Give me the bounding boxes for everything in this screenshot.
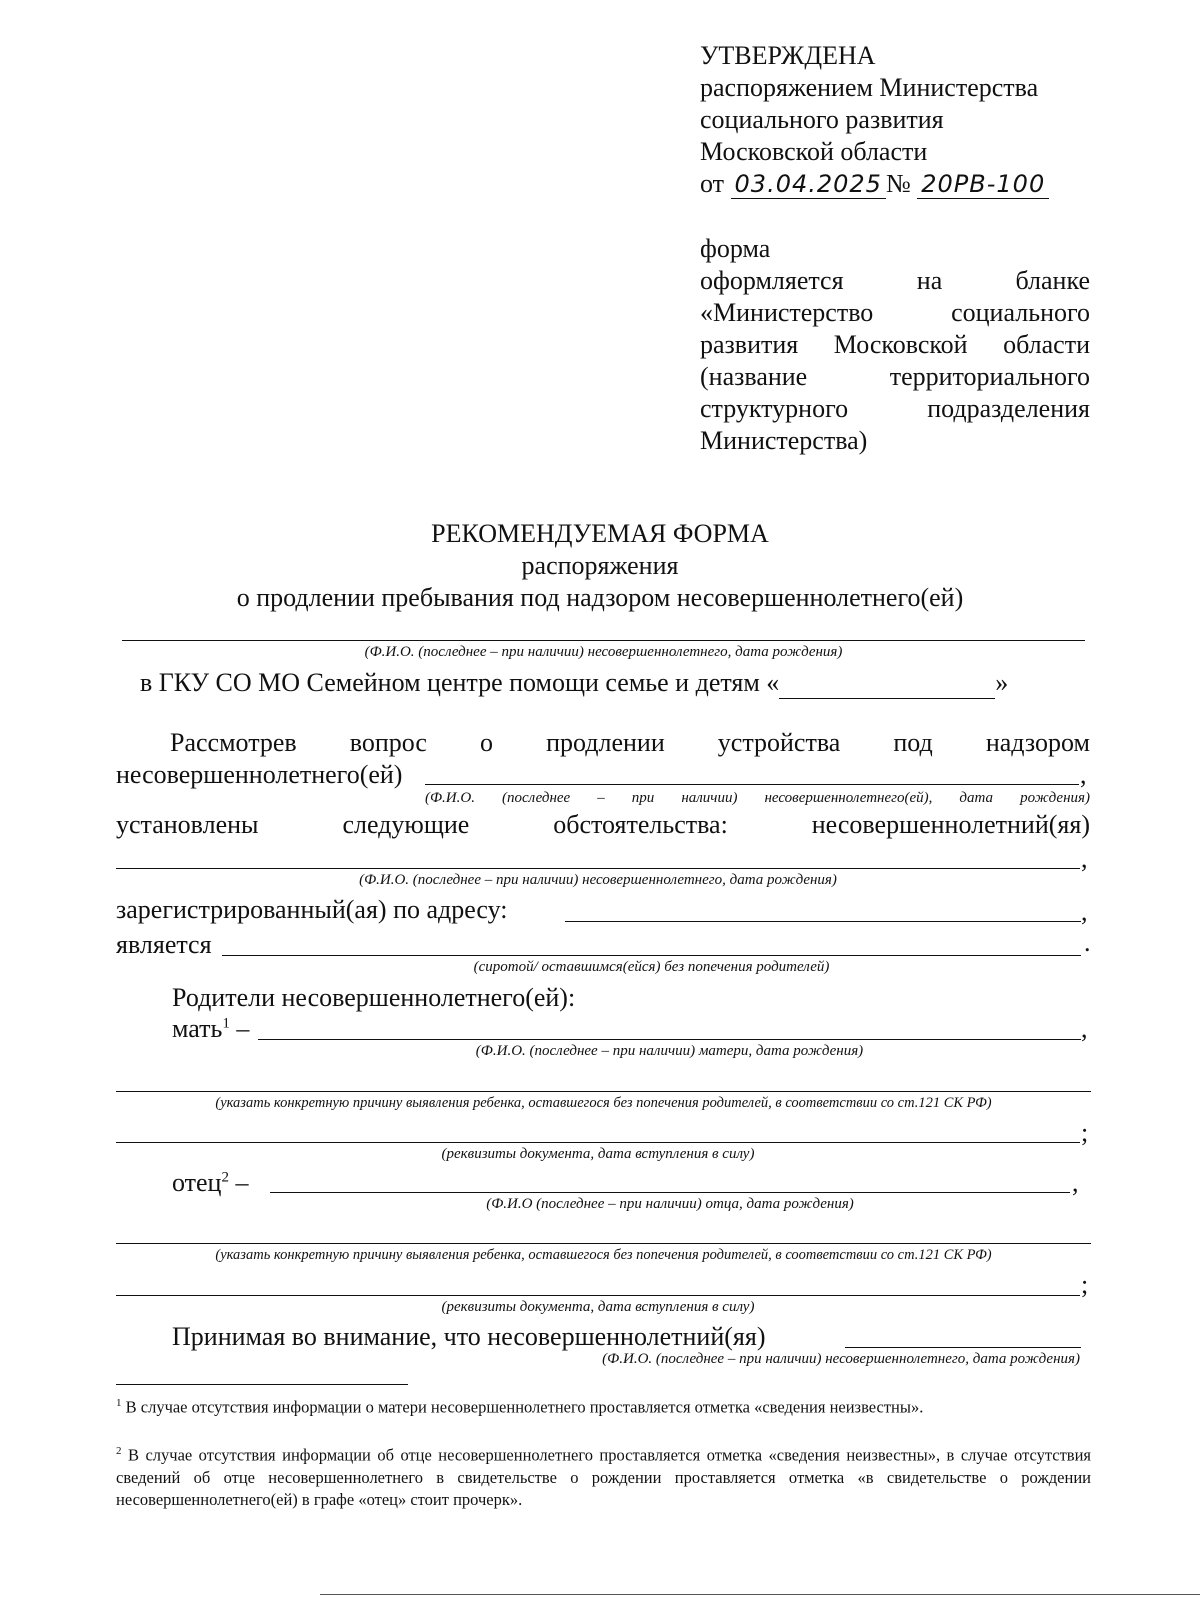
minor-gen: несовершеннолетнего(ей) [116, 760, 403, 789]
center-name-blank [779, 668, 995, 699]
caption-orphan: (сиротой/ оставшимся(ейся) без попечения родителей) [473, 959, 830, 975]
taking-into-account: Принимая во внимание, что несовершеннолетний(яя) [172, 1322, 766, 1351]
word-7: надзором [985, 728, 1090, 757]
mother-dash: – [229, 1014, 250, 1043]
father-label [172, 1168, 248, 1198]
fn2-text: В случае отсутствия информации об отце несовершеннолетнего проставляется отметка «сведения неизвестны», в случае отсутствия сведений об отце несовершеннолетнего в свидетельстве о рождении проставляется отметка «в свидетельстве о рождении несовершеннолетнего(ей) в графе «отец» стоит прочерк». [116, 1445, 1091, 1509]
caption-mother-reason: (указать конкретную причину выявления ребенка, оставшегося без попечения родителей, в соответствии со ст.121 СК РФ) [215, 1095, 992, 1111]
title-line-3: о продлении пребывания под надзором несовершеннолетнего(ей) [236, 583, 964, 612]
caption-minor-fio-4: (Ф.И.О. (последнее – при наличии) несовершеннолетнего, дата рождения) [602, 1351, 1080, 1367]
minor-fio-line-4 [845, 1347, 1081, 1348]
caption-father-doc: (реквизиты документа, дата вступления в силу) [441, 1299, 755, 1315]
registered-label: зарегистрированный(ая) по адресу: [116, 895, 508, 924]
minor-fio-line-3 [116, 868, 1080, 869]
fn1-text: В случае отсутствия информации о матери несовершеннолетнего проставляется отметка «сведения неизвестны». [125, 1397, 924, 1417]
mother-word: мать [172, 1014, 223, 1043]
approval-date: 03.04.2025 [731, 170, 886, 199]
comma-2: , [1081, 844, 1088, 873]
approval-title: УТВЕРЖДЕНА [700, 41, 876, 70]
center-suffix: » [995, 668, 1009, 697]
father-footnote-mark: 2 [221, 1169, 229, 1186]
address-line [565, 921, 1081, 922]
caption-father-fio: (Ф.И.О (последнее – при наличии) отца, дата рождения) [486, 1196, 854, 1212]
word-1: Рассмотрев [170, 728, 297, 757]
word-5: устройства [717, 728, 841, 757]
approval-date-line [700, 168, 1049, 200]
comma-4: , [1081, 1014, 1088, 1043]
number-prefix: № [885, 169, 911, 198]
father-reason-line [116, 1243, 1091, 1244]
caption-minor-fio-3: (Ф.И.О. (последнее – при наличии) несовершеннолетнего, дата рождения) [359, 872, 837, 888]
footnote-2 [116, 1440, 1091, 1511]
title-line-1: РЕКОМЕНДУЕМАЯ ФОРМА [431, 519, 769, 548]
parents-label: Родители несовершеннолетнего(ей): [172, 983, 576, 1012]
approval-block [700, 40, 1049, 200]
title-line-2: распоряжения [521, 551, 679, 580]
period-1: . [1084, 928, 1091, 957]
word-6: под [893, 728, 933, 757]
footnote-separator [116, 1384, 408, 1385]
word-3: о [480, 728, 494, 757]
semicolon-2: ; [1081, 1270, 1089, 1299]
comma-3: , [1081, 897, 1088, 926]
form-note-text: оформляется на бланке «Министерство социального развития Московской области (название территориального структурного подразделения Министерства) [700, 266, 1090, 455]
approval-line-1: распоряжением Министерства [700, 73, 1039, 102]
father-doc-line [116, 1295, 1080, 1296]
center-prefix: в ГКУ СО МО Семейном центре помощи семье и детям « [140, 668, 780, 697]
approval-line-2: социального развития [700, 105, 944, 134]
approval-line-3: Московской области [700, 137, 928, 166]
word-2: вопрос [349, 728, 427, 757]
considering-row [170, 728, 1090, 758]
form-note-word: форма [700, 234, 771, 263]
fn2-mark: 2 [116, 1445, 122, 1457]
date-prefix: от [700, 169, 725, 198]
approval-number: 20РВ-100 [917, 170, 1049, 199]
semicolon-1: ; [1081, 1118, 1089, 1147]
est-word-3: обстоятельства: [553, 810, 728, 839]
mother-footnote-mark: 1 [222, 1015, 230, 1032]
caption-father-reason: (указать конкретную причину выявления ребенка, оставшегося без попечения родителей, в соответствии со ст.121 СК РФ) [215, 1247, 992, 1263]
father-word: отец [172, 1168, 222, 1197]
footnote-1 [116, 1392, 1091, 1419]
caption-mother-doc: (реквизиты документа, дата вступления в силу) [441, 1146, 755, 1162]
caption-minor-fio-2: (Ф.И.О. (последнее – при наличии) несовершеннолетнего(ей), дата рождения) [425, 790, 1090, 806]
center-line [140, 668, 1008, 699]
father-fio-line [270, 1192, 1070, 1193]
form-note [700, 233, 1090, 457]
caption-mother-fio: (Ф.И.О. (последнее – при наличии) матери, дата рождения) [475, 1043, 864, 1059]
mother-label [172, 1014, 249, 1044]
established-row [116, 810, 1090, 840]
mother-reason-line [116, 1091, 1091, 1092]
is-label: является [116, 930, 212, 959]
mother-fio-line [258, 1039, 1081, 1040]
est-word-2: следующие [342, 810, 470, 839]
minor-fio-line-2 [425, 784, 1079, 785]
father-dash: – [228, 1168, 249, 1197]
est-word-4: несовершеннолетний(яя) [811, 810, 1090, 839]
fn1-mark: 1 [116, 1397, 122, 1409]
scan-edge-line [320, 1594, 1200, 1595]
word-4: продлении [546, 728, 665, 757]
status-line [222, 955, 1081, 956]
minor-fio-line [122, 640, 1085, 641]
comma-1: , [1080, 760, 1087, 789]
document-title [0, 518, 1200, 614]
comma-5: , [1072, 1168, 1079, 1197]
caption-minor-fio: (Ф.И.О. (последнее – при наличии) несовершеннолетнего, дата рождения) [364, 644, 843, 660]
mother-doc-line [116, 1142, 1080, 1143]
est-word-1: установлены [116, 810, 259, 839]
